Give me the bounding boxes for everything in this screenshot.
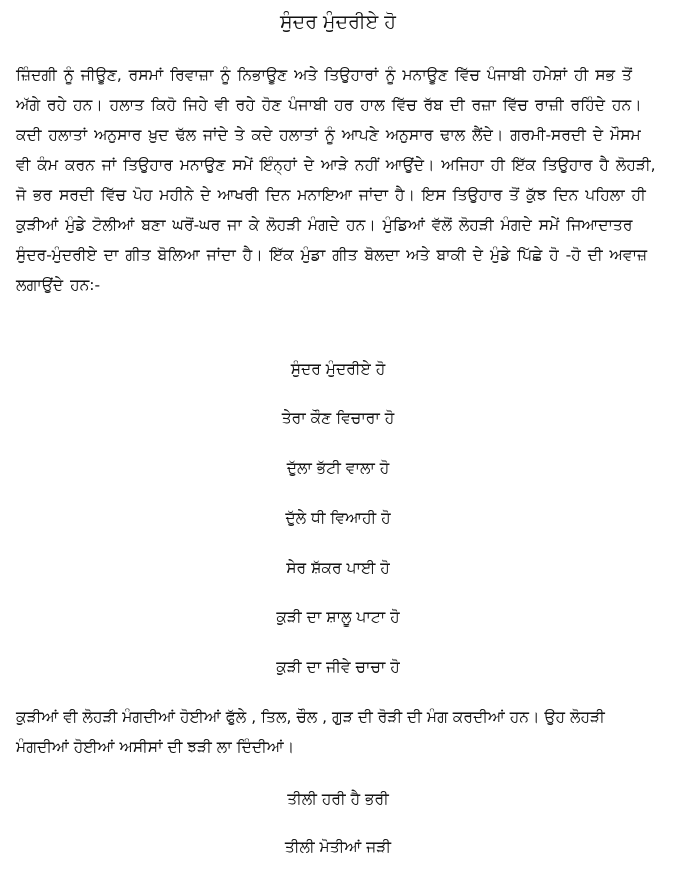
verse-line-3: ਦੁੱਲਾ ਭੱਟੀ ਵਾਲਾ ਹੋ [286,459,390,477]
closing-verse-1: ਤੀਲੀ ਹਰੀ ਹੈ ਭਰੀ [287,790,389,808]
verse-line-1: ਸੁੰਦਰ ਮੁੰਦਰੀਏ ਹੋ [290,360,386,378]
verse-line-7: ਕੁੜੀ ਦਾ ਜੀਵੇ ਚਾਚਾ ਹੋ [276,658,400,676]
outro-paragraph: ਕੁੜੀਆਂ ਵੀ ਲੋਹੜੀ ਮੰਗਦੀਆਂ ਹੋਈਆਂ ਫੁੱਲੇ , ਤਿਲ, ਚੌਲ , ਗੁੜ ਦੀ ਰੋੜੀ ਦੀ ਮੰਗ ਕਰਦੀਆਂ ਹਨ। ਉਹ ਲੋਹੜੀ ਮੰਗਦੀਆਂ ਹੋਈਆਂ ਅਸੀਸਾਂ ਦੀ ਝੜੀ ਲਾ ਦਿੰਦੀਆਂ। [16,708,605,756]
verse-line-2: ਤੇਰਾ ਕੌਣ ਵਿਚਾਰਾ ਹੋ [281,409,395,427]
closing-verse-2: ਤੀਲੀ ਮੋਤੀਆਂ ਜੜੀ [284,838,392,856]
verse-line-4: ਦੁੱਲੇ ਧੀ ਵਿਆਹੀ ਹੋ [285,509,391,527]
verse-line-6: ਕੁੜੀ ਦਾ ਸ਼ਾਲੂ ਪਾਟਾ ਹੋ [276,608,400,626]
verse-line-5: ਸੇਰ ਸ਼ੱਕਰ ਪਾਈ ਹੋ [286,559,390,577]
document-title: ਸੁੰਦਰ ਮੁੰਦਰੀਏ ਹੋ [280,11,396,33]
intro-paragraph: ਜ਼ਿੰਦਗੀ ਨੂੰ ਜੀਊਣ, ਰਸਮਾਂ ਰਿਵਾਜ਼ਾ ਨੂੰ ਨਿਭਾਊਣ ਅਤੇ ਤਿਉਹਾਰਾਂ ਨੂੰ ਮਨਾਊਣ ਵਿੱਚ ਪੰਜਾਬੀ ਹਮੇਸ਼ਾਂ ਹੀ ਸਭ ਤੋਂ ਅੱਗੇ ਰਹੇ ਹਨ। ਹਲਾਤ ਕਿਹੋ ਜਿਹੇ ਵੀ ਰਹੇ ਹੋਣ ਪੰਜਾਬੀ ਹਰ ਹਾਲ ਵਿੱਚ ਰੱਬ ਦੀ ਰਜ਼ਾ ਵਿੱਚ ਰਾਜ਼ੀ ਰਹਿੰਦੇ ਹਨ। ਕਦੀ ਹਲਾਤਾਂ ਅਨੁਸਾਰ ਖ਼ੁਦ ਢੱਲ ਜਾਂਦੇ ਤੇ ਕਦੇ ਹਲਾਤਾਂ ਨੂੰ ਆਪਣੇ ਅਨੁਸਾਰ ਢਾਲ ਲੈਂਦੇ। ਗਰਮੀ-ਸਰਦੀ ਦੇ ਮੌਸਮ ਵੀ ਕੰਮ ਕਰਨ ਜਾਂ ਤਿਉਹਾਰ ਮਨਾਉਣ ਸਮੇਂ ਇੰਨ੍ਹਾਂ ਦੇ ਆੜੇ ਨਹੀਂ ਆਉਂਦੇ। ਅਜਿਹਾ ਹੀ ਇੱਕ ਤਿਉਹਾਰ ਹੈ ਲੋਹੜੀ, ਜੋ ਭਰ ਸਰਦੀ ਵਿੱਚ ਪੋਹ ਮਹੀਨੇ ਦੇ ਆਖਰੀ ਦਿਨ ਮਨਾਇਆ ਜਾਂਦਾ ਹੈ। ਇਸ ਤਿਉਹਾਰ ਤੋਂ ਕੁੱਝ ਦਿਨ ਪਹਿਲਾ ਹੀ ਕੁੜੀਆਂ ਮੁੰਡੇ ਟੋਲੀਆਂ ਬਣਾ ਘਰੋਂ-ਘਰ ਜਾ ਕੇ ਲੋਹੜੀ ਮੰਗਦੇ ਹਨ। ਮੁੰਡਿਆਂ ਵੱਲੋਂ ਲੋਹੜੀ ਮੰਗਦੇ ਸਮੇਂ ਜਿਆਦਾਤਰ ਸੁੰਦਰ-ਮੁੰਦਰੀਏ ਦਾ ਗੀਤ ਬੋਲਿਆ ਜਾਂਦਾ ਹੈ। ਇੱਕ ਮੁੰਡਾ ਗੀਤ ਬੋਲਦਾ ਅਤੇ ਬਾਕੀ ਦੇ ਮੁੰਡੇ ਪਿੱਛੇ ਹੋ -ਹੋ ਦੀ ਅਵਾਜ਼ ਲਗਾਉਂਦੇ ਹਨ:- [16,66,656,294]
